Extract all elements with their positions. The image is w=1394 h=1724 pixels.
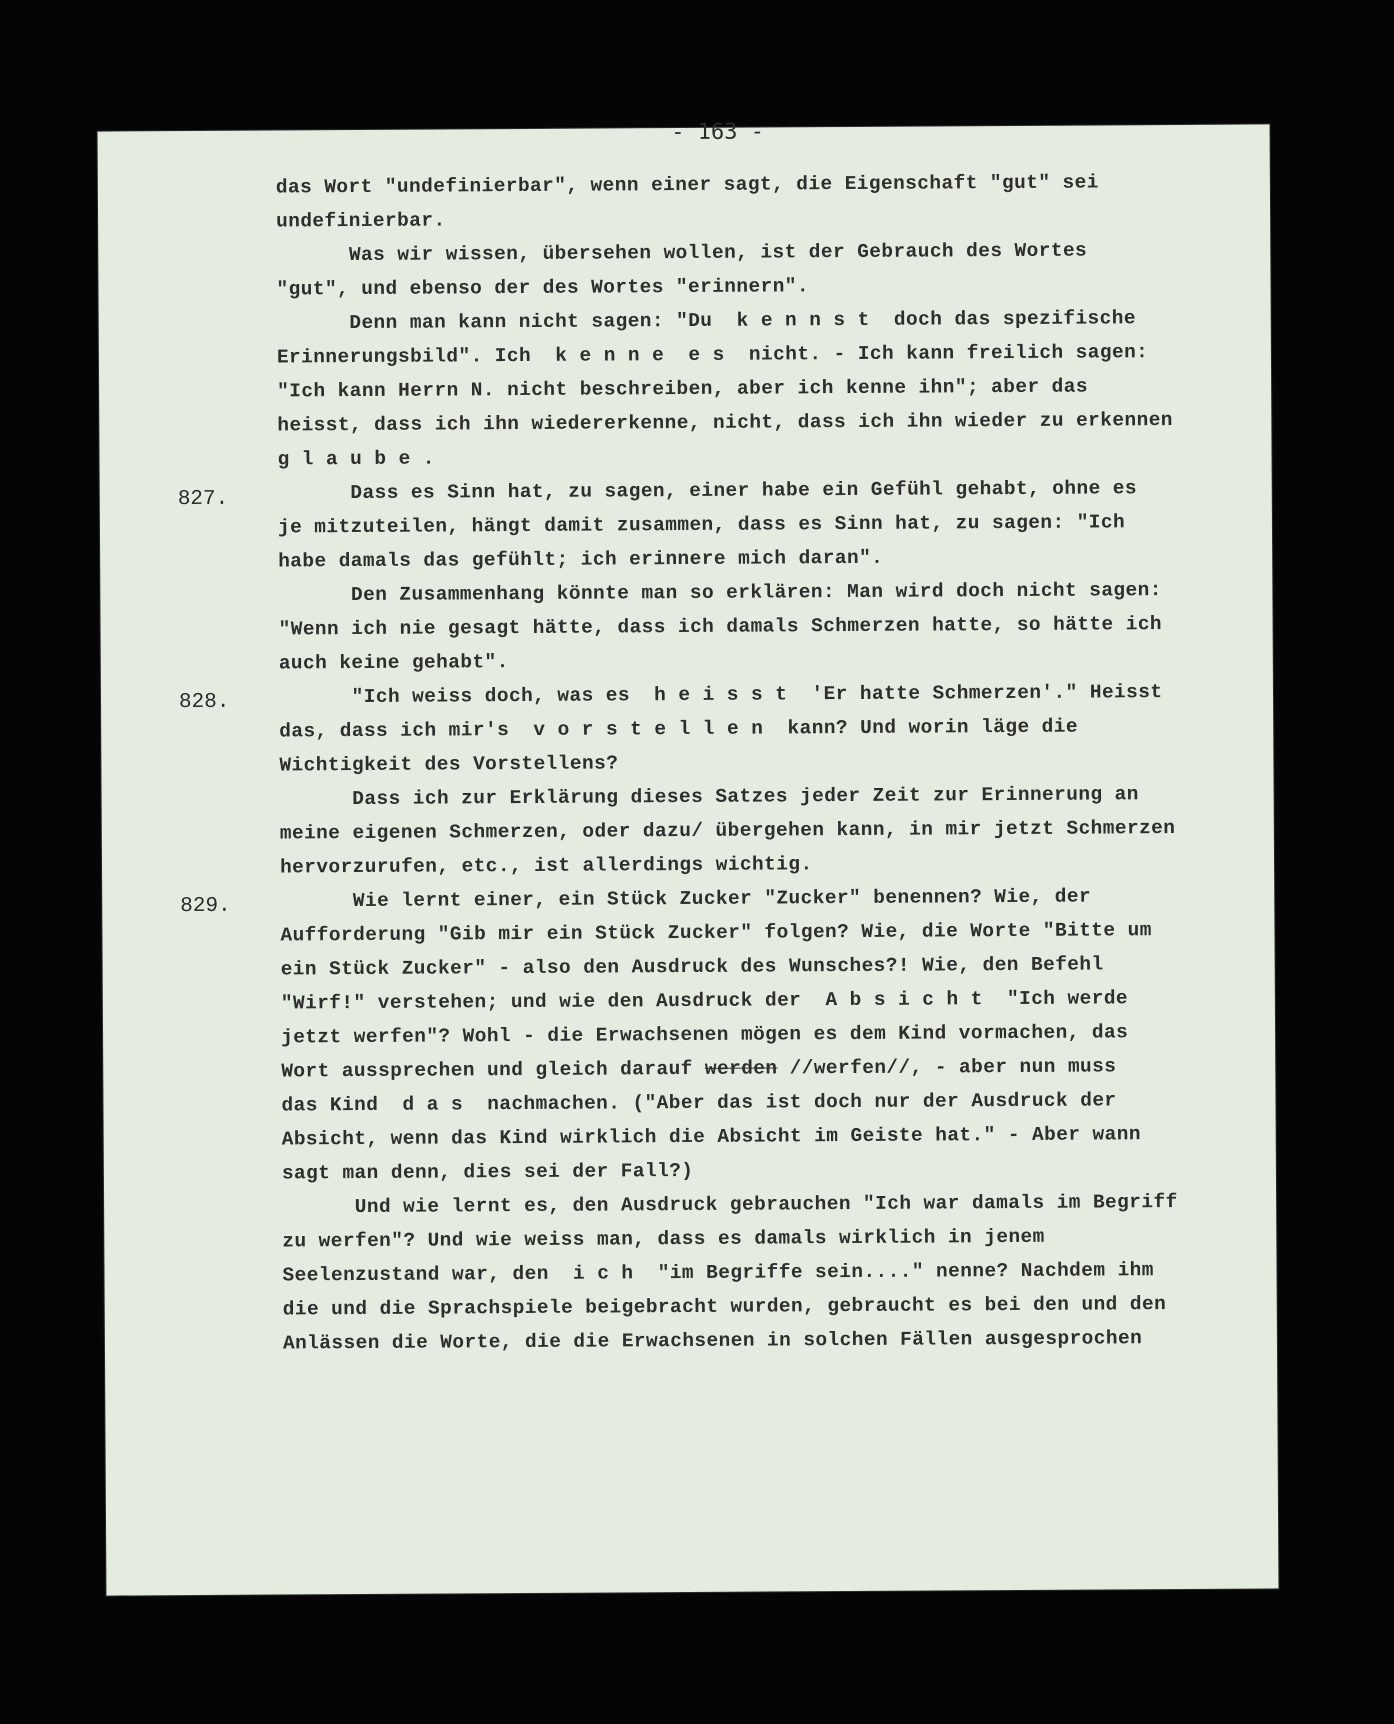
text-line: Aufforderung "Gib mir ein Stück Zucker" folgen? Wie, die Worte "Bitte um <box>280 919 1152 947</box>
text-line: Absicht, wenn das Kind wirklich die Absicht im Geiste hat." - Aber wann <box>281 1123 1142 1151</box>
text-line: undefinierbar. <box>276 209 446 233</box>
text-line: "gut", und ebenso der des Wortes "erinnern". <box>276 275 810 301</box>
text-line: ein Stück Zucker" - also den Ausdruck des Wunsches?! Wie, den Befehl <box>280 953 1104 981</box>
text-line: das Wort "undefinierbar", wenn einer sagt, die Eigenschaft "gut" sei <box>275 171 1099 199</box>
text-line: Den Zusammenhang könnte man so erklären: Man wird doch nicht sagen: <box>278 579 1162 607</box>
text-line: Dass ich zur Erklärung dieses Satzes jeder Zeit zur Erinnerung an <box>279 783 1139 811</box>
text-line: Und wie lernt es, den Ausdruck gebrauchen "Ich war damals im Begriff <box>282 1191 1178 1219</box>
remark-number-828: 828. <box>178 690 230 715</box>
text-line: "Ich kann Herrn N. nicht beschreiben, aber ich kenne ihn"; aber das <box>277 375 1089 403</box>
struck-out-word: werden <box>704 1057 778 1080</box>
text-line: "Wenn ich nie gesagt hätte, dass ich damals Schmerzen hatte, so hätte ich <box>278 613 1163 641</box>
text-line: Anlässen die Worte, die die Erwachsenen in solchen Fällen ausgesprochen <box>282 1327 1143 1355</box>
typescript-page <box>98 119 1279 1595</box>
page-number: - 163 - <box>671 119 764 146</box>
text-line: Dass es Sinn hat, zu sagen, einer habe ein Gefühl gehabt, ohne es <box>277 477 1138 505</box>
text-line: heisst, dass ich ihn wiedererkenne, nicht, dass ich ihn wieder zu erkennen <box>277 409 1173 437</box>
text-line: sagt man denn, dies sei der Fall?) <box>281 1159 694 1185</box>
text-line: "Ich weiss doch, was es h e i s s t 'Er hatte Schmerzen'." Heisst <box>278 681 1163 709</box>
text-line: auch keine gehabt". <box>278 651 509 675</box>
text-line: meine eigenen Schmerzen, oder dazu/ übergehen kann, in mir jetzt Schmerzen <box>279 817 1176 845</box>
text-line: Erinnerungsbild". Ich k e n n e e s nicht. - Ich kann freilich sagen: <box>276 341 1149 369</box>
text-line: "Wirf!" verstehen; und wie den Ausdruck der A b s i c h t "Ich werde <box>280 987 1129 1015</box>
remark-number-829: 829. <box>180 894 231 919</box>
text-line: das Kind d a s nachmachen. ("Aber das ist doch nur der Ausdruck der <box>281 1089 1117 1117</box>
text-line: je mitzuteilen, hängt damit zusammen, dass es Sinn hat, zu sagen: "Ich <box>277 511 1126 539</box>
text-line-with-correction <box>281 1055 1116 1082</box>
text-line: zu werfen"? Und wie weiss man, dass es damals wirklich in jenem <box>282 1225 1045 1253</box>
text-line: Wichtigkeit des Vorstellens? <box>279 752 619 777</box>
text-segment: Wort aussprechen und gleich darauf <box>281 1057 705 1083</box>
text-line: hervorzurufen, etc., ist allerdings wichtig. <box>279 853 813 879</box>
text-line: das, dass ich mir's v o r s t e l l e n kann? Und worin läge die <box>279 715 1078 743</box>
text-line: Seelenzustand war, den i c h "im Begriffe sein...." nenne? Nachdem ihm <box>282 1259 1154 1287</box>
text-line: g l a u b e . <box>277 447 435 471</box>
text-line: Was wir wissen, übersehen wollen, ist der Gebrauch des Wortes <box>276 239 1088 267</box>
text-line: jetzt werfen"? Wohl - die Erwachsenen mögen es dem Kind vormachen, das <box>281 1021 1129 1049</box>
text-segment: //werfen//, - aber nun muss <box>777 1055 1117 1080</box>
text-line: die und die Sprachspiele beigebracht wurden, gebraucht es bei den und den <box>282 1293 1167 1321</box>
text-line: Denn man kann nicht sagen: "Du k e n n s t doch das spezifische <box>276 307 1137 335</box>
remark-number-827: 827. <box>177 487 229 512</box>
text-line: Wie lernt einer, ein Stück Zucker "Zucker" benennen? Wie, der <box>280 885 1092 913</box>
text-line: habe damals das gefühlt; ich erinnere mich daran". <box>278 546 884 573</box>
